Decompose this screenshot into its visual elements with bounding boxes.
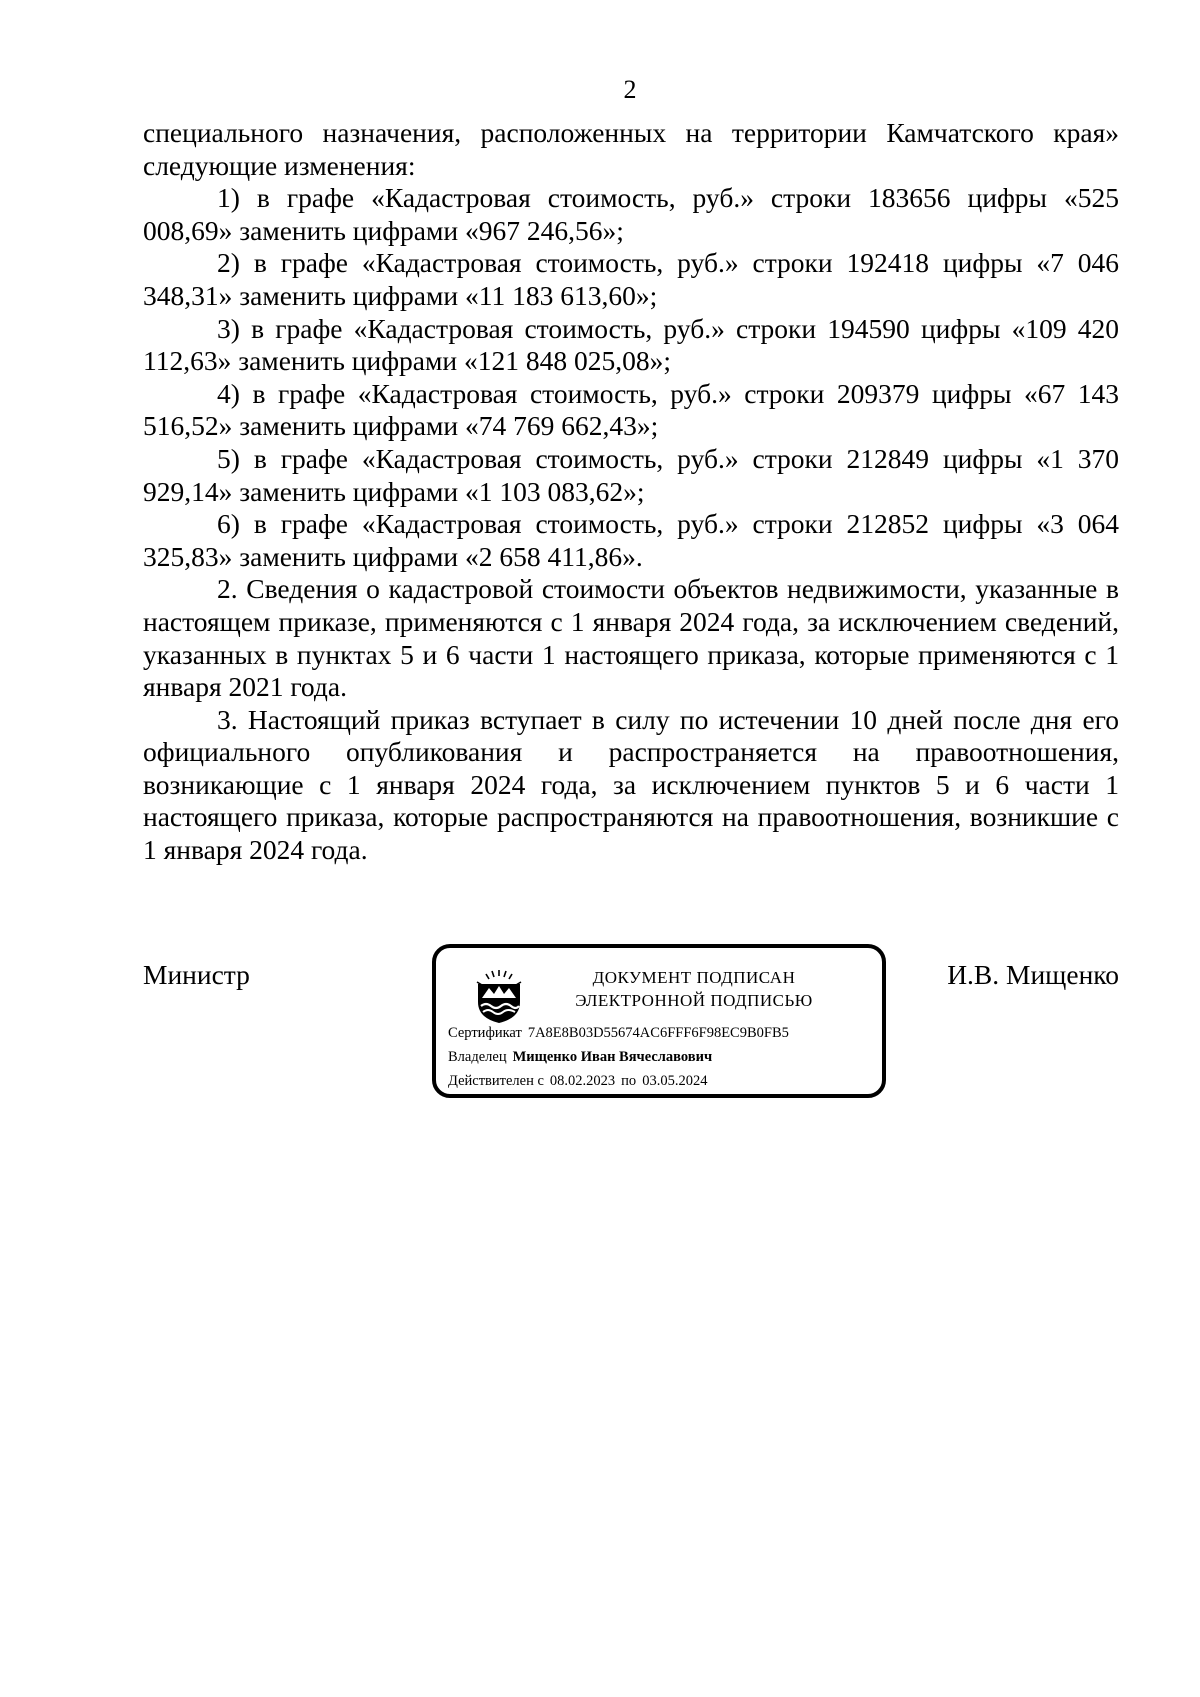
stamp-header-line-1: ДОКУМЕНТ ПОДПИСАН: [592, 968, 796, 987]
certificate-label: Сертификат: [448, 1025, 522, 1041]
list-item-4: 4) в графе «Кадастровая стоимость, руб.» строки 209379 цифры «67 143 516,52» заменить цифрами «74 769 662,43»;: [143, 377, 1119, 442]
list-item-2: 2) в графе «Кадастровая стоимость, руб.» строки 192418 цифры «7 046 348,31» заменить цифрами «11 183 613,60»;: [143, 247, 1119, 311]
signature-block: [143, 944, 1119, 1104]
signer-position: Министр: [143, 959, 250, 990]
stamp-header: [554, 966, 834, 1012]
electronic-signature-stamp: [432, 944, 886, 1098]
stamp-header-line-2: ЭЛЕКТРОННОЙ ПОДПИСЬЮ: [575, 991, 813, 1010]
document-body: [143, 117, 1119, 867]
stamp-owner-row: [448, 1048, 712, 1066]
stamp-validity-row: [448, 1072, 707, 1090]
valid-from-date: 08.02.2023: [549, 1073, 616, 1089]
certificate-value: 7A8E8B03D55674AC6FFF6F98EC9B0FB5: [527, 1025, 789, 1041]
list-item-6: 6) в графе «Кадастровая стоимость, руб.» строки 212852 цифры «3 064 325,83» заменить цифрами «2 658 411,86».: [143, 508, 1119, 572]
valid-to-label: по: [621, 1073, 637, 1089]
kamchatka-coat-of-arms-icon: [472, 968, 526, 1024]
owner-value: Мищенко Иван Вячеславович: [512, 1049, 713, 1065]
list-item-1: 1) в графе «Кадастровая стоимость, руб.» строки 183656 цифры «525 008,69» заменить цифрами «967 246,56»;: [143, 182, 1119, 246]
list-item-5: 5) в графе «Кадастровая стоимость, руб.» строки 212849 цифры «1 370 929,14» заменить цифрами «1 103 083,62»;: [143, 442, 1119, 507]
valid-to-date: 03.05.2024: [642, 1073, 708, 1089]
paragraph-clause-3: 3. Настоящий приказ вступает в силу по истечении 10 дней после дня его официального опубликования и распространяется на правоотношения, возникающие с 1 января 2024 года, за исключением пунктов 5 и 6 части 1 настоящего приказа, которые распространяются на правоотношения, возникшие с 1 января 2024 года.: [143, 703, 1119, 866]
paragraph-continuation: специального назначения, расположенных на территории Камчатского края» следующие изменения:: [143, 117, 1119, 181]
owner-label: Владелец: [448, 1049, 507, 1065]
valid-label: Действителен с: [448, 1073, 544, 1089]
stamp-certificate-row: [448, 1024, 789, 1042]
paragraph-clause-2: 2. Сведения о кадастровой стоимости объектов недвижимости, указанные в настоящем приказе, применяются с 1 января 2024 года, за исключением сведений, указанных в пунктах 5 и 6 части 1 настоящего приказа, которые применяются с 1 января 2021 года.: [143, 573, 1119, 703]
signer-name: И.В. Мищенко: [947, 959, 1119, 990]
page-number: 2: [623, 75, 637, 104]
list-item-3: 3) в графе «Кадастровая стоимость, руб.» строки 194590 цифры «109 420 112,63» заменить цифрами «121 848 025,08»;: [143, 312, 1119, 377]
